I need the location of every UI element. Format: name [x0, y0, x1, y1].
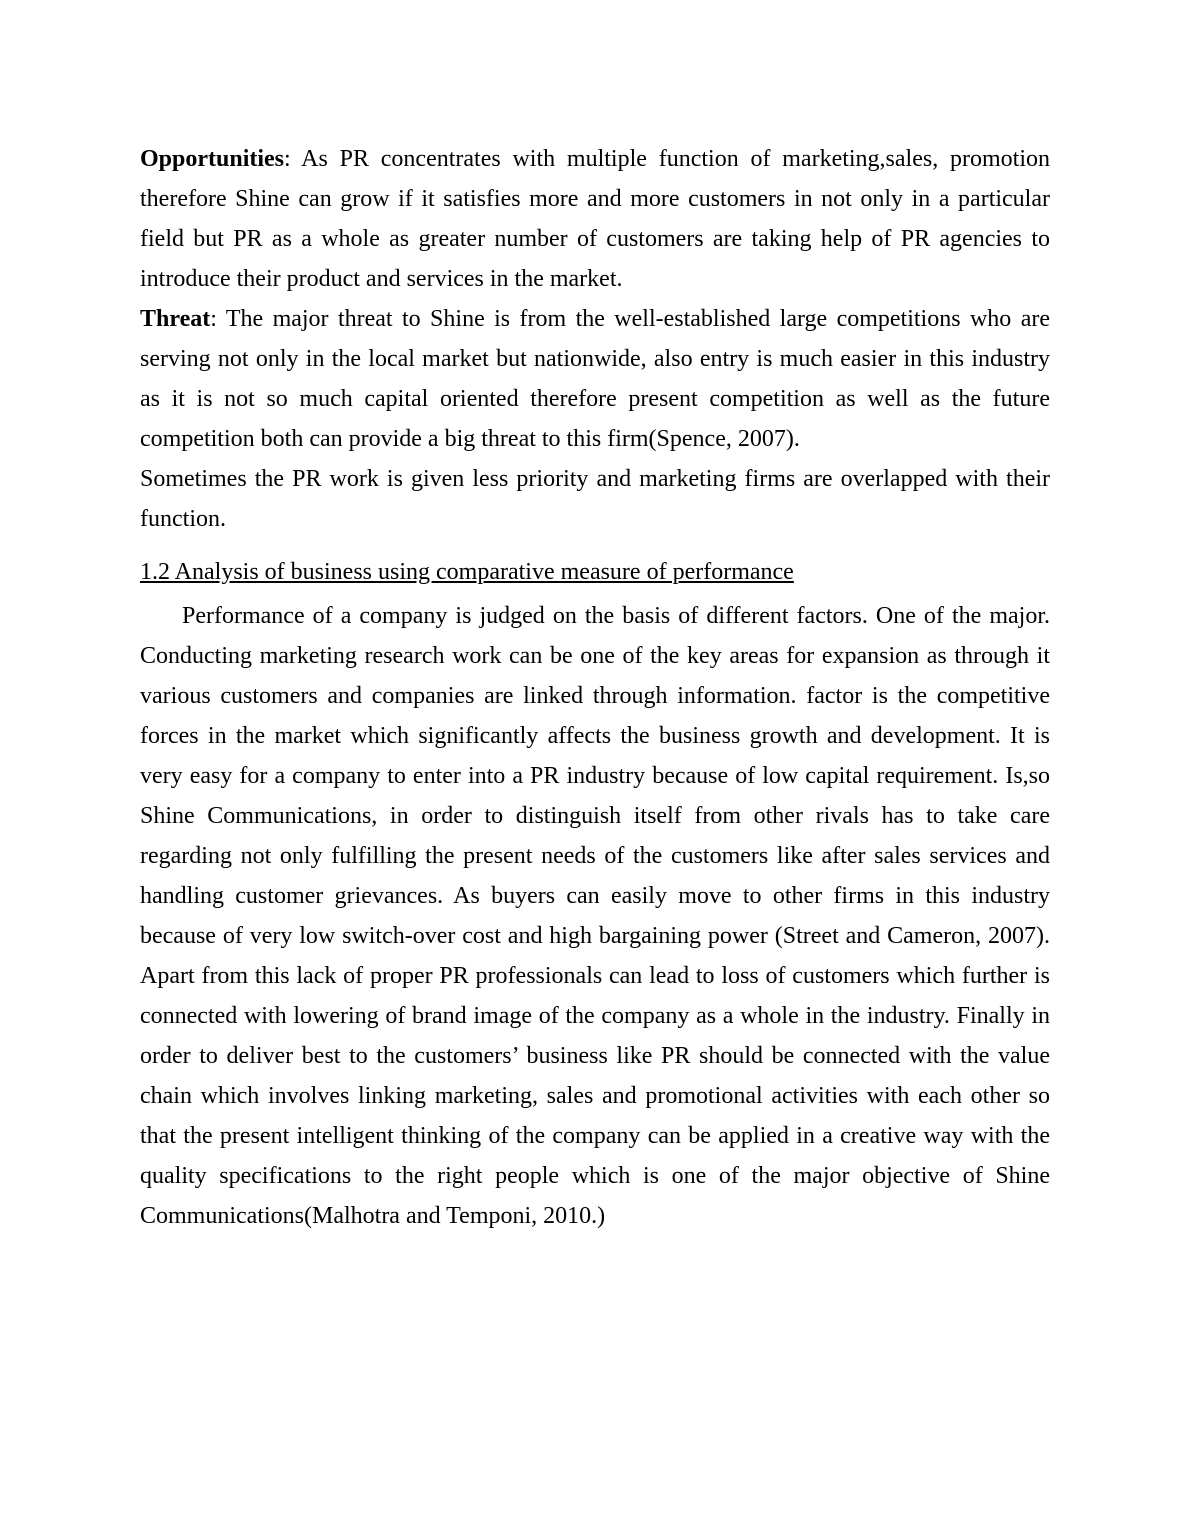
opportunities-text: : As PR concentrates with multiple function of marketing,sales, promotion therefore Shine can grow if it satisfies more and more customers in not only in a particular field but PR as a whole as greater number of customers are taking help of PR agencies to introduce their product and services in the market. — [140, 146, 1050, 292]
threat-lead-label: Threat — [140, 306, 211, 332]
opportunities-lead-label: Opportunities — [140, 146, 285, 172]
threat-text: : The major threat to Shine is from the well-established large competitions who are serving not only in the local market but nationwide, also entry is much easier in this industry as it is not so much capital oriented therefore present competition as well as the future competition both can provide a big threat to this firm(Spence, 2007). — [140, 306, 1050, 452]
paragraph-performance-analysis — [140, 596, 1050, 1236]
paragraph-threat — [140, 299, 1050, 459]
performance-analysis-text: Performance of a company is judged on the basis of different factors. One of the major. Conducting marketing research work can be one of the key areas for expansion as through it various customers and companies are linked through information. factor is the competitive forces in the market which significantly affects the business growth and development. It is very easy for a company to enter into a PR industry because of low capital requirement. Is,so Shine Communications, in order to distinguish itself from other rivals has to take care regarding not only fulfilling the present needs of the customers like after sales services and handling customer grievances. As buyers can easily move to other firms in this industry because of very low switch-over cost and high bargaining power (Street and Cameron, 2007). Apart from this lack of proper PR professionals can lead to loss of customers which further is connected with lowering of brand image of the company as a whole in the industry. Finally in order to deliver best to the customers’ business like PR should be connected with the value chain which involves linking marketing, sales and promotional activities with each other so that the present intelligent thinking of the company can be applied in a creative way with the quality specifications to the right people which is one of the major objective of Shine Communications(Malhotra and Temponi, 2010.) — [140, 603, 1050, 1229]
pr-priority-text: Sometimes the PR work is given less priority and marketing firms are overlapped with their function. — [140, 466, 1050, 532]
section-heading: 1.2 Analysis of business using comparative measure of performance — [140, 559, 794, 585]
paragraph-pr-priority — [140, 459, 1050, 539]
paragraph-opportunities — [140, 139, 1050, 299]
